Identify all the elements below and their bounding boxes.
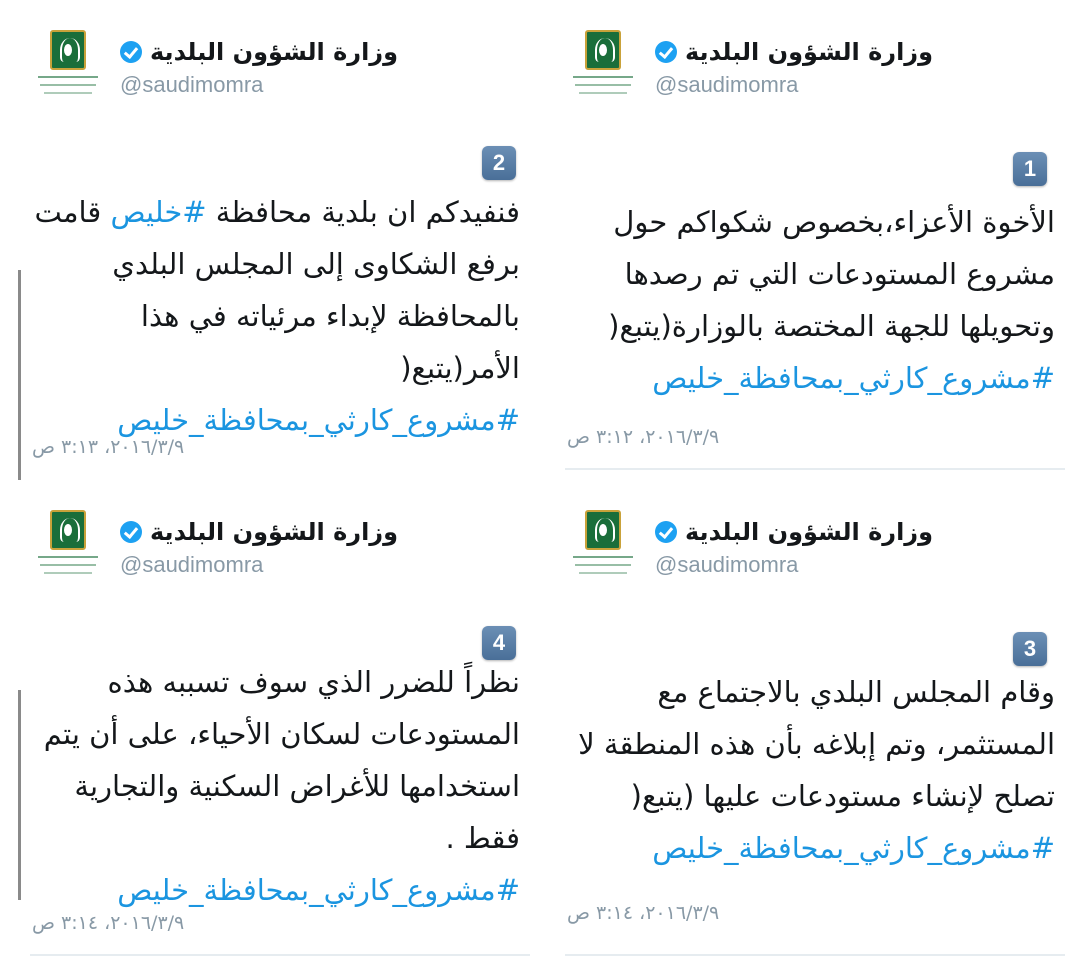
verified-badge-icon: [120, 521, 142, 543]
tweet-line: تصلح لإنشاء مستودعات عليها (يتبع(: [630, 779, 1055, 813]
tweet-text: [30, 186, 520, 446]
thread-number-badge: 4: [482, 626, 516, 660]
author-name-row[interactable]: [120, 34, 398, 70]
author-name-row[interactable]: [120, 514, 398, 550]
author-name-row[interactable]: [655, 514, 933, 550]
hashtag-link[interactable]: #مشروع_كارثي_بمحافظة_خليص: [652, 831, 1055, 865]
tweet-1[interactable]: [565, 20, 1065, 490]
tweet-3[interactable]: [565, 500, 1065, 970]
ministry-logo-avatar[interactable]: [38, 30, 98, 108]
verified-badge-icon: [655, 521, 677, 543]
tweet-line: مشروع المستودعات التي تم رصدها: [624, 257, 1055, 291]
tweet-line: وقام المجلس البلدي بالاجتماع مع: [657, 675, 1055, 709]
hashtag-link[interactable]: #مشروع_كارثي_بمحافظة_خليص: [117, 873, 520, 907]
ministry-logo-avatar[interactable]: [38, 510, 98, 588]
hashtag-inline-link[interactable]: #خليص: [110, 195, 207, 229]
seal-icon: [585, 30, 621, 70]
tweet-text: [565, 666, 1055, 874]
thread-number-badge: 3: [1013, 632, 1047, 666]
tweet-header: [30, 20, 530, 120]
hashtag-link[interactable]: #مشروع_كارثي_بمحافظة_خليص: [652, 361, 1055, 395]
tweet-line: الأمر(يتبع(: [400, 351, 520, 385]
tweet-line: وتحويلها للجهة المختصة بالوزارة(يتبع(: [608, 309, 1055, 343]
seal-icon: [585, 510, 621, 550]
tweet-line: المستودعات لسكان الأحياء، على أن يتم: [43, 717, 520, 751]
tweet-timestamp[interactable]: ٢٠١٦/٣/٩، ٣:١٤ ص: [567, 902, 720, 924]
tweet-header: [565, 20, 1065, 120]
tweet-line: نظراً للضرر الذي سوف تسببه هذه: [107, 665, 520, 699]
tweet-line: بالمحافظة لإبداء مرئياته في هذا: [140, 299, 520, 333]
tweet-line: المستثمر، وتم إبلاغه بأن هذه المنطقة لا: [578, 727, 1055, 761]
tweet-text: [30, 656, 520, 916]
thread-number-badge: 1: [1013, 152, 1047, 186]
author-name[interactable]: وزارة الشؤون البلدية: [685, 518, 934, 546]
divider: [565, 468, 1065, 470]
tweet-timestamp[interactable]: ٢٠١٦/٣/٩، ٣:١٤ ص: [32, 912, 185, 934]
tweet-line: برفع الشكاوى إلى المجلس البلدي: [112, 247, 520, 281]
tweet-timestamp[interactable]: ٢٠١٦/٣/٩، ٣:١٢ ص: [567, 426, 720, 448]
author-handle[interactable]: @saudimomra: [120, 72, 264, 97]
tweet-text-segment: فنفيدكم ان بلدية محافظة: [206, 195, 520, 229]
tweet-timestamp[interactable]: ٢٠١٦/٣/٩، ٣:١٣ ص: [32, 436, 185, 458]
author-name[interactable]: وزارة الشؤون البلدية: [150, 38, 399, 66]
author-handle[interactable]: @saudimomra: [655, 72, 799, 97]
author-handle[interactable]: @saudimomra: [655, 552, 799, 577]
tweet-2[interactable]: [30, 20, 530, 490]
verified-badge-icon: [120, 41, 142, 63]
seal-icon: [50, 30, 86, 70]
tweet-header: [30, 500, 530, 600]
author-name[interactable]: وزارة الشؤون البلدية: [685, 38, 934, 66]
hashtag-link[interactable]: #مشروع_كارثي_بمحافظة_خليص: [117, 403, 520, 437]
tweet-line: استخدامها للأغراض السكنية والتجارية: [74, 769, 520, 803]
tweet-header: [565, 500, 1065, 600]
ministry-logo-avatar[interactable]: [573, 30, 633, 108]
seal-icon: [50, 510, 86, 550]
author-handle[interactable]: @saudimomra: [120, 552, 264, 577]
tweet-4[interactable]: [30, 500, 530, 970]
author-name-row[interactable]: [655, 34, 933, 70]
divider: [30, 954, 530, 956]
tweet-text-segment: قامت: [34, 195, 111, 229]
tweet-line: فقط .: [445, 821, 520, 855]
divider: [565, 954, 1065, 956]
scroll-indicator: [18, 690, 21, 900]
tweet-line: [30, 186, 520, 238]
tweet-line: الأخوة الأعزاء،بخصوص شكواكم حول: [613, 205, 1055, 239]
author-name[interactable]: وزارة الشؤون البلدية: [150, 518, 399, 546]
thread-number-badge: 2: [482, 146, 516, 180]
verified-badge-icon: [655, 41, 677, 63]
tweet-text: [565, 196, 1055, 404]
ministry-logo-avatar[interactable]: [573, 510, 633, 588]
scroll-indicator: [18, 270, 21, 480]
